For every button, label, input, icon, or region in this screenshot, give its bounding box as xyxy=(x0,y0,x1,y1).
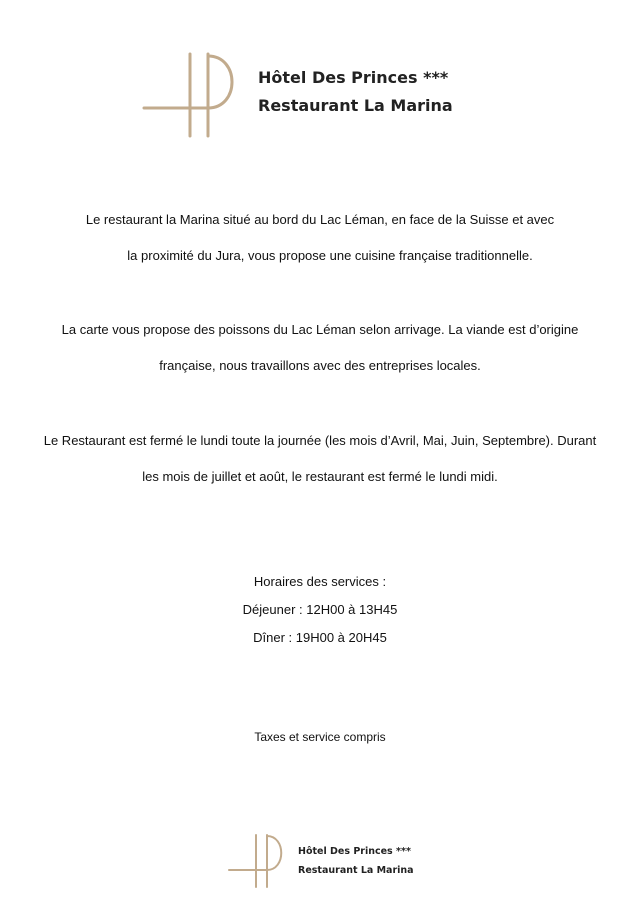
intro-line-1: Le restaurant la Marina situé au bord du Lac Léman, en face de la Suisse et avec xyxy=(85,212,555,227)
closing-line-1: Le Restaurant est fermé le lundi toute la journée (les mois d’Avril, Mai, Juin, Septembre). Durant xyxy=(43,433,597,448)
dinner-hours: Dîner : 19H00 à 20H45 xyxy=(253,630,387,645)
hours-title: Horaires des services : xyxy=(253,574,387,589)
service-hours xyxy=(0,568,640,652)
menu-line-1: La carte vous propose des poissons du Lac Léman selon arrivage. La viande est d’origine xyxy=(61,322,579,337)
lunch-hours: Déjeuner : 12H00 à 13H45 xyxy=(242,602,398,617)
menu-paragraph xyxy=(0,322,640,374)
taxes-note: Taxes et service compris xyxy=(254,730,386,744)
intro-paragraph xyxy=(0,212,640,264)
closing-line-2: les mois de juillet et août, le restaurant est fermé le lundi midi. xyxy=(142,469,498,484)
footer-logo-mark xyxy=(226,832,292,890)
hotel-logo-text xyxy=(258,64,453,120)
footer-hotel-name: Hôtel Des Princes *** xyxy=(298,846,411,857)
hotel-name: Hôtel Des Princes *** xyxy=(258,68,449,87)
intro-line-2: la proximité du Jura, vous propose une cuisine française traditionnelle. xyxy=(127,248,533,263)
menu-line-2: française, nous travaillons avec des entreprises locales. xyxy=(159,358,481,373)
footer-restaurant-name: Restaurant La Marina xyxy=(298,865,414,876)
footer-logo-text xyxy=(298,842,414,880)
restaurant-name: Restaurant La Marina xyxy=(258,96,453,115)
closing-paragraph xyxy=(0,433,640,485)
hotel-logo-mark xyxy=(140,50,250,140)
